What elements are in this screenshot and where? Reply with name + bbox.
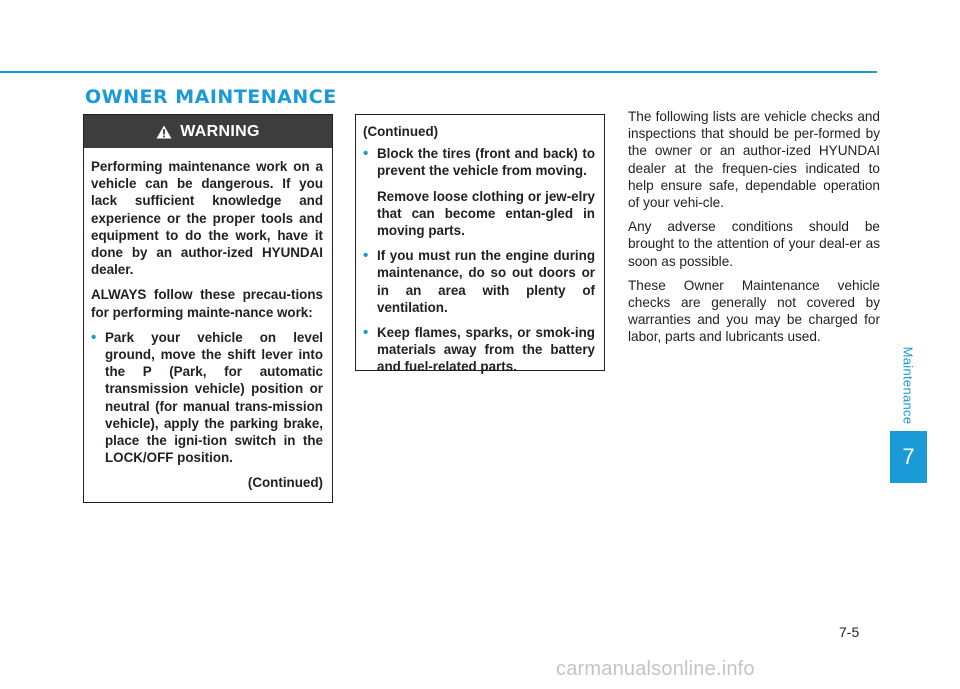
body-text-column	[628, 108, 880, 353]
body-paragraph: These Owner Maintenance vehicle checks are generally not covered by warranties and you may be charged for labor, parts and lubricants used.	[628, 277, 880, 345]
chapter-tab: 7	[890, 431, 927, 483]
bullet-dot-icon: •	[363, 324, 369, 342]
warning-bullet-text: Park your vehicle on level ground, move the shift lever into the P (Park, for automatic transmission vehicle) position or neutral (for manual trans-mission vehicle), apply the parking brake, place the igni-tion switch in the LOCK/OFF position.	[105, 329, 323, 466]
continued-bullet	[363, 247, 595, 316]
warning-triangle-icon	[156, 125, 172, 139]
warning-paragraph: ALWAYS follow these precau-tions for performing mainte-nance work:	[91, 287, 323, 320]
bullet-dot-icon: •	[363, 247, 369, 265]
body-paragraph: The following lists are vehicle checks and inspections that should be per-formed by the owner or an author-ized HYUNDAI dealer at the frequen-cies indicated to help ensure safe, dependable operation of your vehi-cle.	[628, 109, 880, 211]
bullet-dot-icon: •	[363, 145, 369, 163]
warning-body	[84, 148, 332, 500]
watermark: carmanualsonline.info	[556, 658, 755, 680]
continued-subparagraph: Remove loose clothing or jew-elry that can become entan-gled in moving parts.	[377, 188, 595, 239]
page-number: 7-5	[839, 624, 860, 640]
warning-bullet	[91, 329, 323, 467]
continued-bullet-text: Block the tires (front and back) to prevent the vehicle from moving.	[377, 146, 595, 179]
warning-paragraph: Performing maintenance work on a vehicle can be dangerous. If you lack sufficient knowledge and experience or the proper tools and equipment to do the work, have it done by an author-ized HYUNDAI dealer.	[91, 159, 323, 278]
bullet-dot-icon: •	[91, 328, 97, 346]
section-title: OWNER MAINTENANCE	[85, 86, 337, 108]
continued-label: (Continued)	[363, 124, 439, 139]
continued-label: (Continued)	[247, 475, 323, 491]
top-divider	[0, 71, 877, 73]
warning-box	[83, 114, 333, 503]
continued-box	[355, 114, 605, 375]
continued-bullet-text: If you must run the engine during maintenance, do so out doors or in an area with plenty of ventilation.	[377, 248, 595, 315]
body-paragraph: Any adverse conditions should be brought to the attention of your deal-er as soon as possible.	[628, 219, 880, 269]
chapter-side-label-text: Maintenance	[900, 346, 916, 424]
continued-bullet	[363, 145, 595, 179]
warning-header-label: WARNING	[180, 122, 260, 140]
continued-bullet-text: Keep flames, sparks, or smok-ing materials away from the battery and fuel-related parts.	[377, 325, 595, 375]
continued-bullet	[363, 324, 595, 376]
chapter-side-label	[893, 342, 923, 428]
warning-header	[84, 115, 332, 148]
continued-body	[356, 115, 604, 384]
